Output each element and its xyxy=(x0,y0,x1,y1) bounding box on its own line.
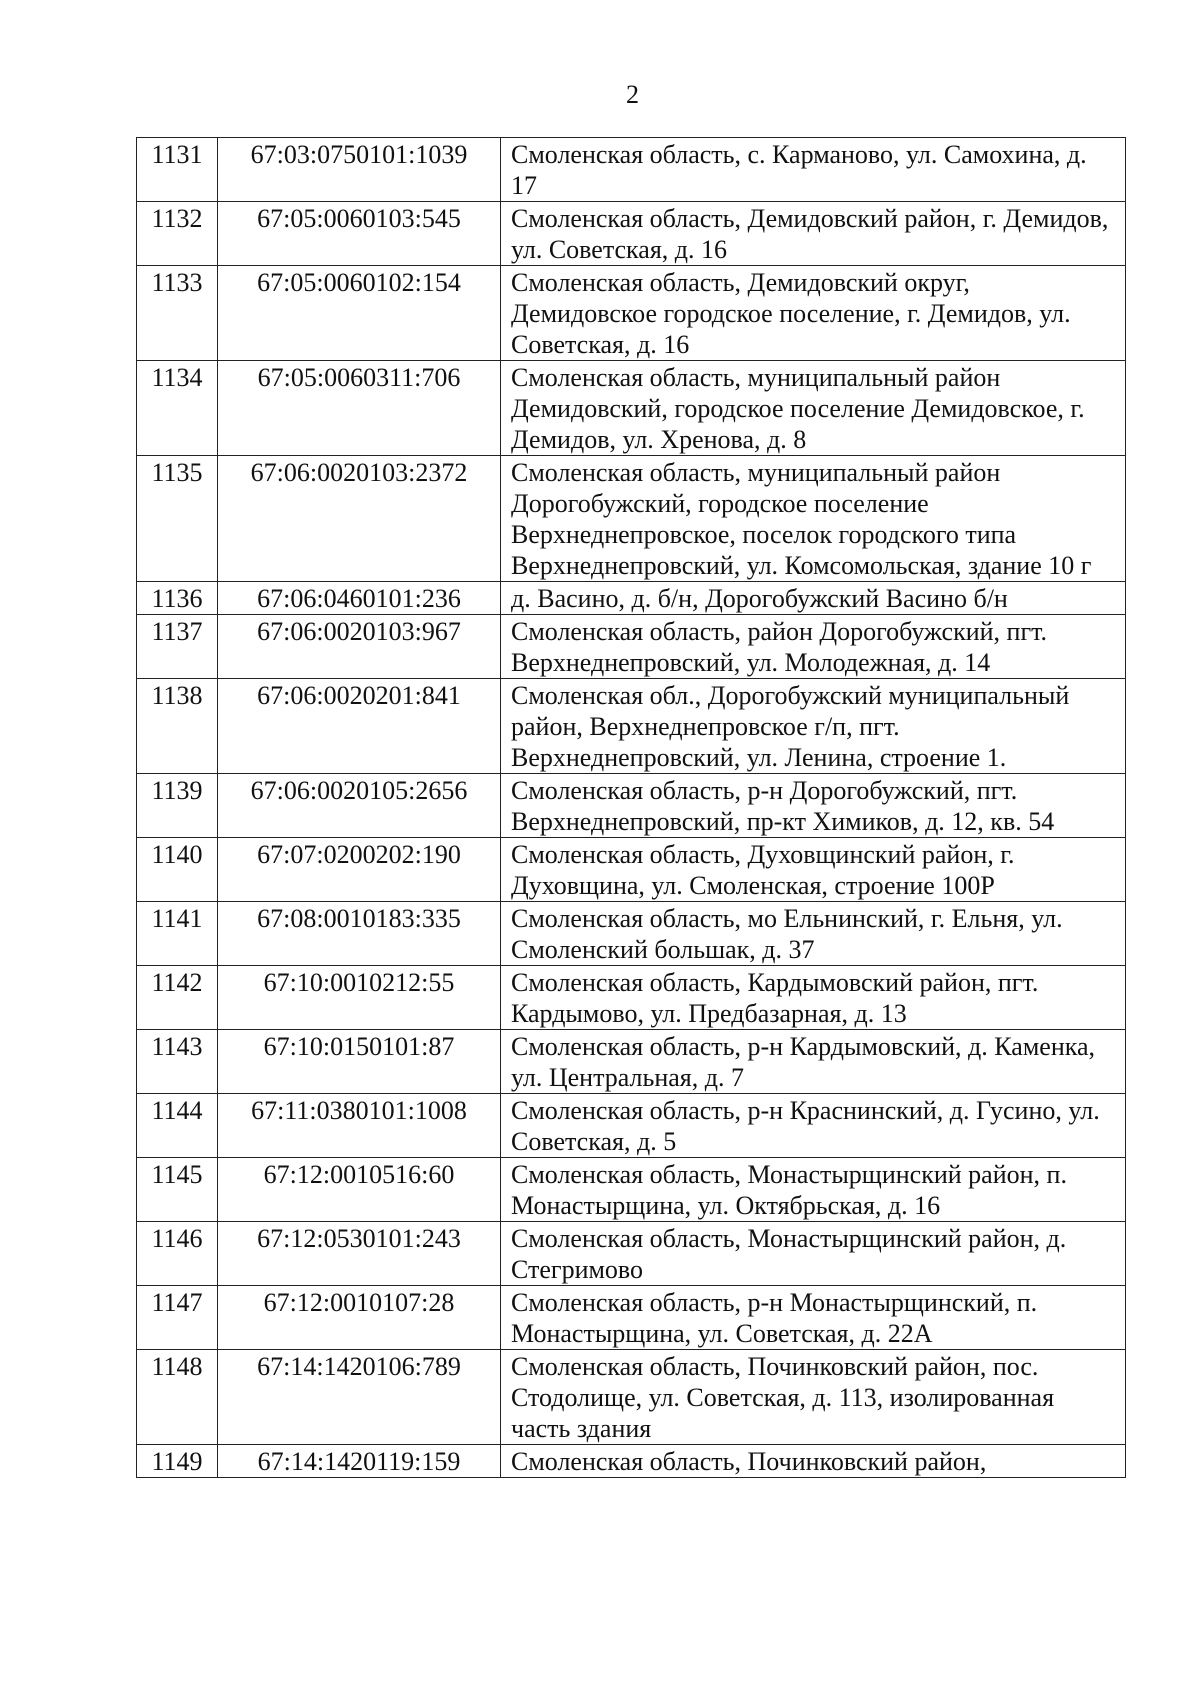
address-cell: Смоленская область, р-н Краснинский, д. Гусино, ул. Советская, д. 5 xyxy=(501,1094,1126,1158)
row-number-cell: 1133 xyxy=(137,266,218,361)
address-cell: Смоленская область, муниципальный район Дорогобужский, городское поселение Верхнеднепровское, поселок городского типа Верхнеднепровский, ул. Комсомольская, здание 10 г xyxy=(501,456,1126,582)
address-cell: Смоленская область, с. Карманово, ул. Самохина, д. 17 xyxy=(501,138,1126,202)
table-row xyxy=(137,1445,1126,1478)
address-cell: Смоленская область, мо Ельнинский, г. Ельня, ул. Смоленский большак, д. 37 xyxy=(501,902,1126,966)
table-row xyxy=(137,582,1126,615)
table-row xyxy=(137,838,1126,902)
page-number: 2 xyxy=(626,80,639,109)
row-number-cell: 1135 xyxy=(137,456,218,582)
cadastral-number-cell: 67:05:0060103:545 xyxy=(218,202,501,266)
cadastral-number-cell: 67:06:0020103:2372 xyxy=(218,456,501,582)
cadastral-number-cell: 67:12:0530101:243 xyxy=(218,1222,501,1286)
cadastral-number-cell: 67:14:1420106:789 xyxy=(218,1350,501,1445)
cadastral-number-cell: 67:06:0020201:841 xyxy=(218,679,501,774)
cadastral-number-cell: 67:10:0010212:55 xyxy=(218,966,501,1030)
cadastral-number-cell: 67:10:0150101:87 xyxy=(218,1030,501,1094)
table-row xyxy=(137,1158,1126,1222)
table-row xyxy=(137,1222,1126,1286)
address-cell: Смоленская область, Монастырщинский район, д. Стегримово xyxy=(501,1222,1126,1286)
row-number-cell: 1136 xyxy=(137,582,218,615)
address-cell: Смоленская область, Монастырщинский район, п. Монастырщина, ул. Октябрьская, д. 16 xyxy=(501,1158,1126,1222)
row-number-cell: 1143 xyxy=(137,1030,218,1094)
row-number-cell: 1146 xyxy=(137,1222,218,1286)
address-cell: Смоленская область, Демидовский район, г. Демидов, ул. Советская, д. 16 xyxy=(501,202,1126,266)
cadastral-number-cell: 67:08:0010183:335 xyxy=(218,902,501,966)
table-row xyxy=(137,902,1126,966)
address-cell: Смоленская область, Кардымовский район, пгт. Кардымово, ул. Предбазарная, д. 13 xyxy=(501,966,1126,1030)
cadastral-number-cell: 67:05:0060311:706 xyxy=(218,361,501,456)
table-row xyxy=(137,138,1126,202)
address-cell: Смоленская область, р-н Дорогобужский, пгт. Верхнеднепровский, пр-кт Химиков, д. 12, кв. 54 xyxy=(501,774,1126,838)
row-number-cell: 1138 xyxy=(137,679,218,774)
cadastral-number-cell: 67:06:0020105:2656 xyxy=(218,774,501,838)
address-cell: Смоленская область, район Дорогобужский, пгт. Верхнеднепровский, ул. Молодежная, д. 14 xyxy=(501,615,1126,679)
row-number-cell: 1132 xyxy=(137,202,218,266)
address-cell: Смоленская область, р-н Кардымовский, д. Каменка, ул. Центральная, д. 7 xyxy=(501,1030,1126,1094)
table-row xyxy=(137,1030,1126,1094)
table-row xyxy=(137,774,1126,838)
table-row xyxy=(137,966,1126,1030)
table-row xyxy=(137,202,1126,266)
address-cell: Смоленская обл., Дорогобужский муниципальный район, Верхнеднепровское г/п, пгт. Верхнеднепровский, ул. Ленина, строение 1. xyxy=(501,679,1126,774)
address-cell: Смоленская область, Починковский район, пос. Стодолище, ул. Советская, д. 113, изолированная часть здания xyxy=(501,1350,1126,1445)
cadastral-number-cell: 67:07:0200202:190 xyxy=(218,838,501,902)
cadastral-number-cell: 67:03:0750101:1039 xyxy=(218,138,501,202)
address-cell: Смоленская область, Духовщинский район, г. Духовщина, ул. Смоленская, строение 100Р xyxy=(501,838,1126,902)
row-number-cell: 1139 xyxy=(137,774,218,838)
row-number-cell: 1134 xyxy=(137,361,218,456)
address-cell: Смоленская область, р-н Монастырщинский, п. Монастырщина, ул. Советская, д. 22А xyxy=(501,1286,1126,1350)
row-number-cell: 1145 xyxy=(137,1158,218,1222)
address-cell: Смоленская область, Починковский район, xyxy=(501,1445,1126,1478)
table-row xyxy=(137,361,1126,456)
property-registry-table xyxy=(136,137,1126,1478)
row-number-cell: 1137 xyxy=(137,615,218,679)
row-number-cell: 1148 xyxy=(137,1350,218,1445)
address-cell: Смоленская область, Демидовский округ, Демидовское городское поселение, г. Демидов, ул. Советская, д. 16 xyxy=(501,266,1126,361)
address-cell: Смоленская область, муниципальный район Демидовский, городское поселение Демидовское, г. Демидов, ул. Хренова, д. 8 xyxy=(501,361,1126,456)
table-row xyxy=(137,266,1126,361)
table-row xyxy=(137,615,1126,679)
cadastral-number-cell: 67:06:0020103:967 xyxy=(218,615,501,679)
registry-table-body xyxy=(137,138,1126,1478)
row-number-cell: 1144 xyxy=(137,1094,218,1158)
cadastral-number-cell: 67:11:0380101:1008 xyxy=(218,1094,501,1158)
address-cell: д. Васино, д. б/н, Дорогобужский Васино б/н xyxy=(501,582,1126,615)
table-row xyxy=(137,456,1126,582)
row-number-cell: 1141 xyxy=(137,902,218,966)
cadastral-number-cell: 67:05:0060102:154 xyxy=(218,266,501,361)
cadastral-number-cell: 67:12:0010516:60 xyxy=(218,1158,501,1222)
cadastral-number-cell: 67:06:0460101:236 xyxy=(218,582,501,615)
row-number-cell: 1140 xyxy=(137,838,218,902)
cadastral-number-cell: 67:12:0010107:28 xyxy=(218,1286,501,1350)
row-number-cell: 1149 xyxy=(137,1445,218,1478)
table-row xyxy=(137,679,1126,774)
row-number-cell: 1131 xyxy=(137,138,218,202)
table-row xyxy=(137,1286,1126,1350)
table-row xyxy=(137,1094,1126,1158)
row-number-cell: 1142 xyxy=(137,966,218,1030)
table-row xyxy=(137,1350,1126,1445)
row-number-cell: 1147 xyxy=(137,1286,218,1350)
cadastral-number-cell: 67:14:1420119:159 xyxy=(218,1445,501,1478)
